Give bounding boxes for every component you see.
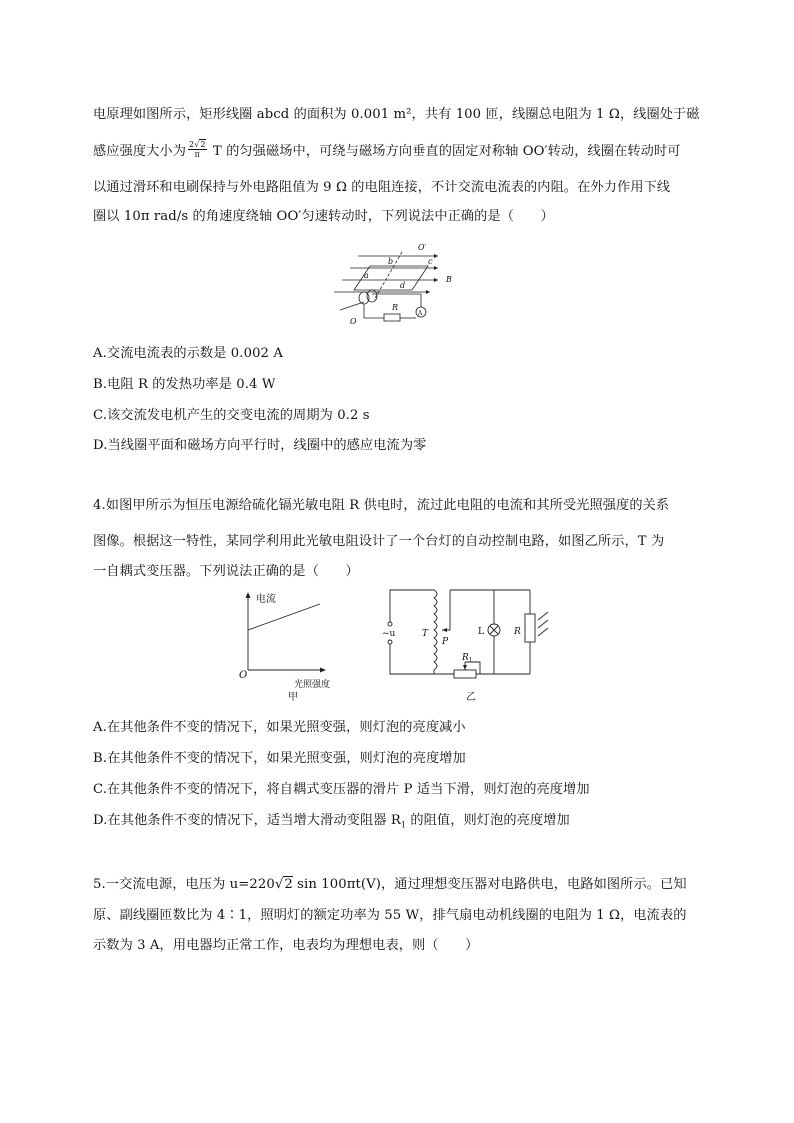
q3-line-1: 电原理如图所示，矩形线圈 abcd 的面积为 0.001 m²，共有 100 匝，线圈总电阻为 1 Ω，线圈处于磁 bbox=[93, 107, 700, 122]
q4-option-d-pre: D.在其他条件不变的情况下，适当增大滑动变阻器 R bbox=[93, 813, 401, 828]
photoresistor-label: R bbox=[514, 627, 521, 637]
label-o-prime: O′ bbox=[418, 243, 427, 252]
q3-line-4: 圈以 10π rad/s 的角速度绕轴 OO′匀速转动时，下列说法中正确的是（ ） bbox=[93, 209, 554, 224]
q5-line-1-pre: 5.一交流电源，电压为 u=220 bbox=[93, 877, 275, 892]
wire bbox=[364, 304, 384, 318]
slider-label: P bbox=[442, 637, 449, 647]
q3-option-a: A.交流电流表的示数是 0.002 A bbox=[93, 346, 283, 361]
label-o: O bbox=[350, 317, 357, 326]
terminal bbox=[388, 622, 392, 626]
label-d: d bbox=[400, 281, 406, 290]
label-c: c bbox=[428, 257, 433, 266]
q4-option-d-sub: 1 bbox=[400, 820, 407, 830]
autotransformer-coil bbox=[434, 590, 437, 674]
frac-radicand: 2 bbox=[200, 140, 206, 149]
slider-arrow-icon bbox=[442, 628, 447, 632]
q5-line-1: 5.一交流电源，电压为 u=220√2 sin 100πt(V)，通过理想变压器对电路供电，电路如图所示。已知 bbox=[93, 877, 687, 892]
q4-option-d bbox=[93, 809, 570, 830]
label-ammeter: A bbox=[418, 310, 423, 317]
y-arrow-icon bbox=[246, 592, 251, 598]
q3-line-3: 以通过滑环和电刷保持与外电路阻值为 9 Ω 的电阻连接，不计交流电流表的内阻。在外力作用下线 bbox=[93, 180, 671, 195]
x-axis-label: 光照强度 bbox=[294, 680, 331, 690]
q4-line-2: 图像。根据这一特性，某同学利用此光敏电阻设计了一个台灯的自动控制电路，如图乙所示，T 为 bbox=[93, 534, 665, 549]
rheostat-r1 bbox=[454, 670, 476, 678]
arrow-icon bbox=[434, 254, 438, 258]
resistor-r bbox=[384, 314, 400, 321]
rheostat-subscript: 1 bbox=[468, 657, 473, 664]
q3-line-2 bbox=[93, 140, 681, 161]
rheostat-letter: R bbox=[462, 653, 469, 663]
label-r: R bbox=[392, 303, 399, 312]
q4-option-c: C.在其他条件不变的情况下，将自耦式变压器的滑片 P 适当下滑，则灯泡的亮度增加 bbox=[93, 782, 590, 797]
label-a: a bbox=[364, 271, 369, 280]
q5-line-3: 示数为 3 A，用电器均正常工作，电表均为理想电表，则（ ） bbox=[93, 938, 479, 953]
label-b: b bbox=[388, 257, 394, 266]
photoresistor bbox=[525, 614, 535, 642]
q3-field-fraction: $\frac{2√2}{\pi}$ bbox=[189, 140, 206, 159]
caption-jia: 甲 bbox=[288, 692, 298, 703]
shaft bbox=[340, 302, 364, 310]
lamp-label: L bbox=[478, 627, 484, 637]
wire bbox=[390, 590, 434, 622]
arrow-icon bbox=[434, 266, 438, 270]
wire bbox=[390, 644, 434, 674]
q5-line-2: 原、副线圈匝数比为 4∶1，照明灯的额定功率为 55 W，排气扇电动机线圈的电阻为 1 Ω，电流表的 bbox=[93, 908, 687, 923]
x-arrow-icon bbox=[320, 668, 326, 673]
q3-generator-figure bbox=[330, 238, 452, 328]
q4-option-d-post: 的阻值，则灯泡的亮度增加 bbox=[406, 813, 570, 828]
q3-option-d: D.当线圈平面和磁场方向平行时，线圈中的感应电流为零 bbox=[93, 438, 427, 453]
origin-label: O bbox=[239, 670, 248, 681]
q3-line-2-pre: 感应强度大小为 bbox=[93, 144, 187, 159]
light-ray bbox=[538, 628, 548, 636]
transformer-label: T bbox=[422, 629, 429, 639]
q5-line-1-post: sin 100πt(V)，通过理想变压器对电路供电，电路如图所示。已知 bbox=[292, 877, 687, 892]
q4-option-b: B.在其他条件不变的情况下，如果光照变强，则灯泡的亮度增加 bbox=[93, 751, 466, 766]
current-line bbox=[248, 604, 320, 630]
light-ray bbox=[538, 620, 548, 628]
q4-line-1: 4.如图甲所示为恒压电源给硫化镉光敏电阻 R 供电时，流过此电阻的电流和其所受光照强度的关系 bbox=[93, 498, 670, 513]
frac-coef: 2 bbox=[189, 140, 195, 149]
slider-wire bbox=[442, 590, 450, 630]
q4-option-a: A.在其他条件不变的情况下，如果光照变强，则灯泡的亮度减小 bbox=[93, 720, 466, 735]
q4-line-3: 一自耦式变压器。下列说法正确的是（ ） bbox=[93, 564, 359, 579]
light-ray bbox=[538, 612, 548, 620]
label-b-field: B bbox=[446, 275, 452, 284]
arrow-icon bbox=[434, 278, 438, 282]
q4-figure-jia bbox=[232, 588, 362, 708]
rheostat-label bbox=[461, 653, 473, 664]
q3-option-b: B.电阻 R 的发热功率是 0.4 W bbox=[93, 377, 276, 392]
q3-option-c: C.该交流发电机产生的交变电流的周期为 0.2 s bbox=[93, 408, 370, 423]
q5-radicand: 2 bbox=[284, 877, 293, 892]
caption-yi: 乙 bbox=[466, 692, 476, 703]
source-label: ~u bbox=[382, 629, 396, 639]
q4-figure-yi bbox=[380, 584, 560, 708]
arrow-icon bbox=[426, 290, 430, 294]
q3-line-2-post: T 的匀强磁场中，可绕与磁场方向垂直的固定对称轴 OO′转动，线圈在转动时可 bbox=[208, 144, 681, 159]
frac-denominator: π bbox=[194, 150, 200, 159]
terminal bbox=[388, 640, 392, 644]
y-axis-label: 电流 bbox=[256, 594, 276, 605]
rheostat-arrow-icon bbox=[463, 665, 467, 670]
